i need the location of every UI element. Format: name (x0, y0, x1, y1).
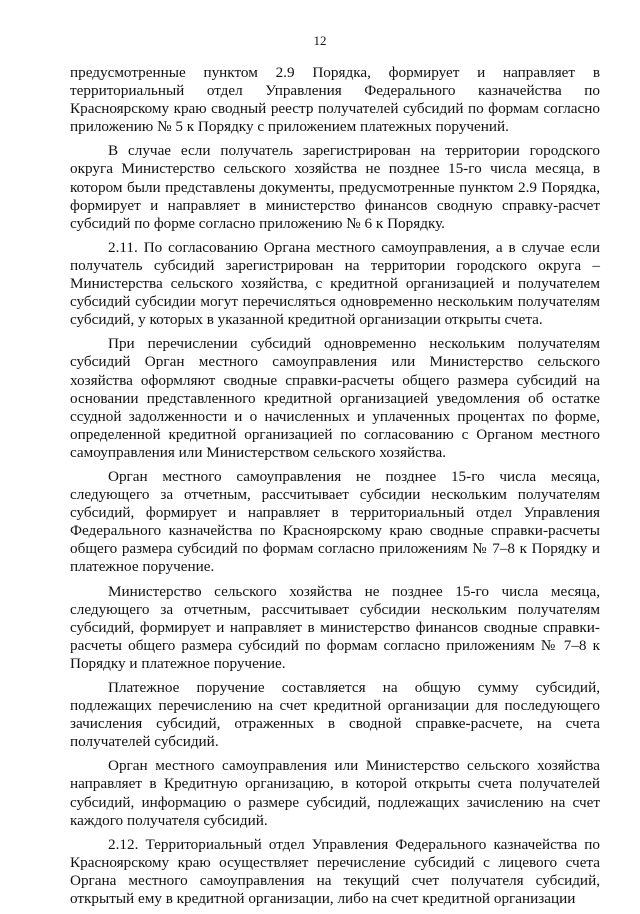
paragraph-ministry-deadline: Министерство сельского хозяйства не позднее 15-го числа месяца, следующего за отчетным, рассчитывает субсидии нескольким получателям субсидий, формирует и направляет в министерство финансов сводные справки-расчеты общего размера субсидий по формам согласно приложениям № 7–8 к Порядку и платежное поручение. (70, 582, 600, 672)
paragraph-multiple-recipients: При перечислении субсидий одновременно нескольким получателям субсидий Орган местного самоуправления или Министерство сельского хозяйства оформляют сводные справки-расчеты общего размера субсидий на основании представленного кредитной организацией уведомления об остатке ссудной задолженности и о начисленных и уплаченных процентах по форме, определенной кредитной организацией по согласованию с Органом местного самоуправления или Министерством сельского хозяйства. (70, 335, 600, 461)
paragraph-urban-district-case: В случае если получатель зарегистрирован на территории городского округа Министерство сельского хозяйства не позднее 15-го числа месяца, в котором были представлены документы, предусмотренные пунктом 2.9 Порядка, формирует и направляет в министерство финансов сводную справку-расчет субсидий по форме согласно приложению № 6 к Порядку. (70, 142, 600, 232)
page-number: 12 (313, 33, 327, 48)
paragraph-payment-order: Платежное поручение составляется на общую сумму субсидий, подлежащих перечислению на счет кредитной организации для последующего зачисления субсидий, отраженных в сводной справке-расчете, на счета получателей субсидий. (70, 679, 600, 751)
paragraph-2-12: 2.12. Территориальный отдел Управления Федерального казначейства по Красноярскому краю осуществляет перечисление субсидий с лицевого счета Органа местного самоуправления на текущий счет получателя субсидий, открытый ему в кредитной организации, либо на счет кредитной организации (70, 835, 600, 908)
paragraph-credit-organization-info: Орган местного самоуправления или Министерство сельского хозяйства направляет в Кредитную организацию, в которой открыты счета получателей субсидий, информацию о размере субсидий, подлежащих зачислению на счет каждого получателя субсидий. (70, 757, 600, 829)
paragraph-2-11: 2.11. По согласованию Органа местного самоуправления, а в случае если получатель субсидий зарегистрирован на территории городского округа – Министерства сельского хозяйства, с кредитной организацией и получателем субсидий субсидии могут перечисляться одновременно нескольким получателям субсидий, у которых в указанной кредитной организации открыты счета. (70, 238, 600, 329)
paragraph-local-authority-deadline: Орган местного самоуправления не позднее 15-го числа месяца, следующего за отчетным, рассчитывает субсидии нескольким получателям субсидий, формирует и направляет в территориальный отдел Управления Федерального казначейства по Красноярскому краю сводные справки-расчеты общего размера субсидий по формам согласно приложениям № 7–8 к Порядку и платежное поручение. (70, 467, 600, 576)
document-body (70, 64, 600, 914)
paragraph-continuation: предусмотренные пунктом 2.9 Порядка, формирует и направляет в территориальный отдел Управления Федерального казначейства по Красноярскому краю сводный реестр получателей субсидий по формам согласно приложению № 5 к Порядку с приложением платежных поручений. (70, 64, 600, 136)
